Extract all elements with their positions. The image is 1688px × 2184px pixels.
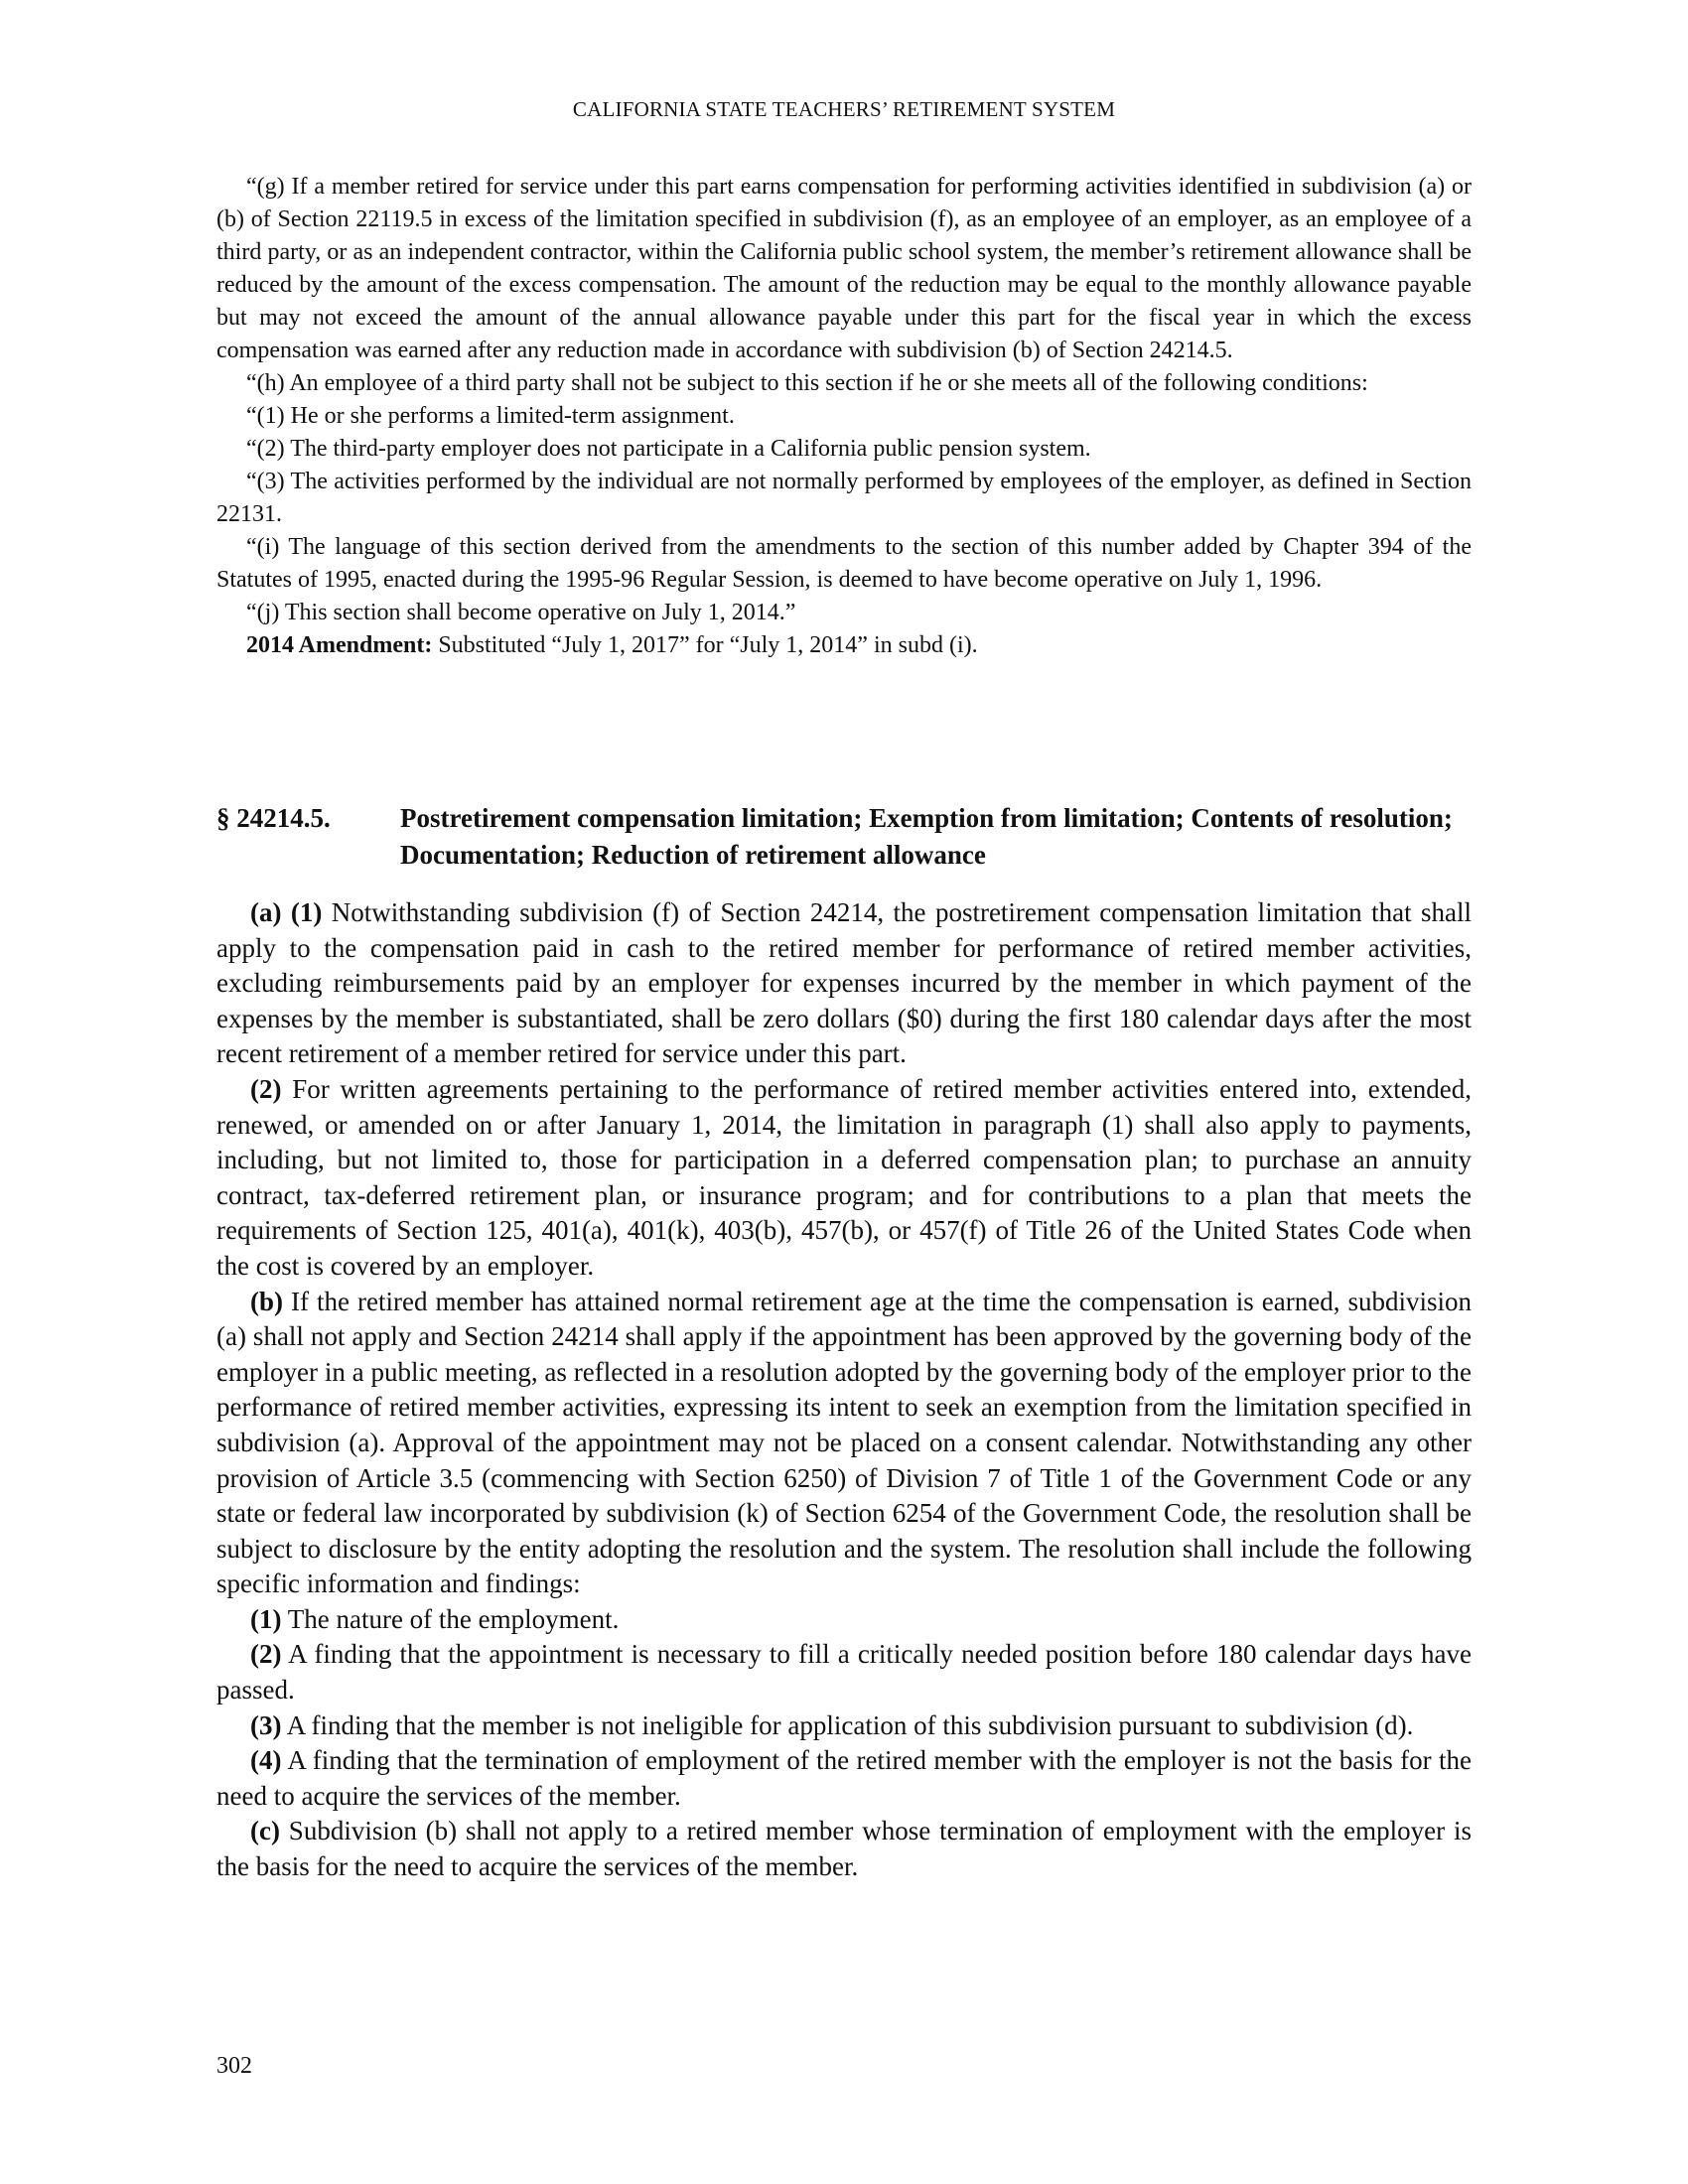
paragraph-h3: “(3) The activities performed by the individual are not normally performed by employees of the employer, as defined in Section 22131. (216, 469, 1472, 527)
text-b: If the retired member has attained normal retirement age at the time the compensation is earned, subdivision (a) shall not apply and Section 24214 shall apply if the appointment has been approved by the governing body of the employer in a public meeting, as reflected in a resolution adopted by the governing body of the employer prior to the performance of retired member activities, expressing its intent to seek an exemption from the limitation specified in subdivision (a). Approval of the appointment may not be placed on a consent calendar. Notwithstanding any other provision of Article 3.5 (commencing with Section 6250) of Division 7 of Title 1 of the Government Code or any state or federal law incorporated by subdivision (k) of Section 6254 of the Government Code, the resolution shall be subject to disclosure by the entity adopting the resolution and the system. The resolution shall include the following specific information and findings: (216, 1286, 1472, 1599)
subdivision-b (216, 1285, 1472, 1602)
text-a2: For written agreements pertaining to the performance of retired member activities entered into, extended, renewed, or amended on or after January 1, 2014, the limitation in paragraph (1) shall also apply to payments, including, but not limited to, those for participation in a deferred compensation plan; to purchase an annuity contract, tax-deferred retirement plan, or insurance program; and for contributions to a plan that meets the requirements of Section 125, 401(a), 401(k), 403(b), 457(b), or 457(f) of Title 26 of the United States Code when the cost is covered by an employer. (216, 1073, 1472, 1281)
section-body (216, 895, 1472, 1885)
subdivision-b4 (216, 1743, 1472, 1814)
amendment-label: 2014 Amendment: (246, 632, 433, 658)
subdivision-b3 (216, 1708, 1472, 1744)
subdivision-b1 (216, 1602, 1472, 1638)
text-a1: Notwithstanding subdivision (f) of Section 24214, the postretirement compensation limitation that shall apply to the compensation paid in cash to the retired member for performance of retired member activities, excluding reimbursements paid by an employer for expenses incurred by the member in which payment of the expenses by the member is substantiated, shall be zero dollars ($0) during the first 180 calendar days after the most recent retirement of a member retired for service under this part. (216, 897, 1472, 1069)
text-b1: The nature of the employment. (281, 1603, 620, 1634)
label-a: (a) (250, 897, 282, 927)
text-b3: A finding that the member is not ineligible for application of this subdivision pursuant to subdivision (d). (281, 1709, 1414, 1740)
amendment-note (216, 629, 1472, 662)
label-b4: (4) (250, 1745, 282, 1776)
section-title: Postretirement compensation limitation; Exemption from limitation; Contents of resolution; Documentation; Reduction of retirement allowance (400, 803, 1453, 870)
label-b2: (2) (250, 1639, 282, 1670)
paragraph-h2: “(2) The third-party employer does not participate in a California public pension system. (246, 436, 1091, 462)
subdivision-c (216, 1814, 1472, 1884)
subdivision-a1 (216, 895, 1472, 1072)
paragraph-h: “(h) An employee of a third party shall not be subject to this section if he or she meets all of the following conditions: (246, 370, 1368, 396)
label-b1: (1) (250, 1603, 282, 1634)
label-b: (b) (250, 1286, 283, 1316)
text-c: Subdivision (b) shall not apply to a retired member whose termination of employment with the employer is the basis for the need to acquire the services of the member. (216, 1816, 1472, 1882)
page-number: 302 (216, 2053, 252, 2079)
section-heading (216, 800, 1472, 874)
running-header: CALIFORNIA STATE TEACHERS’ RETIREMENT SYSTEM (572, 97, 1116, 121)
amendment-text: Substituted “July 1, 2017” for “July 1, 2014” in subd (i). (432, 632, 978, 658)
paragraph-g: “(g) If a member retired for service under this part earns compensation for performing activities identified in subdivision (a) or (b) of Section 22119.5 in excess of the limitation specified in subdivision (f), as an employee of an employer, as an employee of a third party, or as an independent contractor, within the California public school system, the member’s retirement allowance shall be reduced by the amount of the excess compensation. The amount of the reduction may be equal to the monthly allowance payable but may not exceed the amount of the annual allowance payable under this part for the fiscal year in which the excess compensation was earned after any reduction made in accordance with subdivision (b) of Section 24214.5. (216, 174, 1472, 363)
label-c: (c) (250, 1816, 280, 1846)
paragraph-j: “(j) This section shall become operative on July 1, 2014.” (246, 600, 796, 625)
label-a1: (1) (290, 897, 323, 927)
text-b2: A finding that the appointment is necessary to fill a critically needed position before 180 calendar days have passed. (216, 1639, 1472, 1706)
paragraph-h1: “(1) He or she performs a limited-term assignment. (246, 403, 735, 429)
subdivision-a2 (216, 1072, 1472, 1285)
subdivision-b2 (216, 1637, 1472, 1707)
prior-section-text (216, 171, 1472, 662)
label-a2: (2) (250, 1073, 282, 1104)
text-b4: A finding that the termination of employment of the retired member with the employer is not the basis for the need to acquire the services of the member. (216, 1745, 1472, 1811)
label-b3: (3) (250, 1709, 282, 1740)
paragraph-i: “(i) The language of this section derived from the amendments to the section of this number added by Chapter 394 of the Statutes of 1995, enacted during the 1995-96 Regular Session, is deemed to have become operative on July 1, 1996. (216, 534, 1472, 593)
section-number: § 24214.5. (216, 803, 331, 833)
